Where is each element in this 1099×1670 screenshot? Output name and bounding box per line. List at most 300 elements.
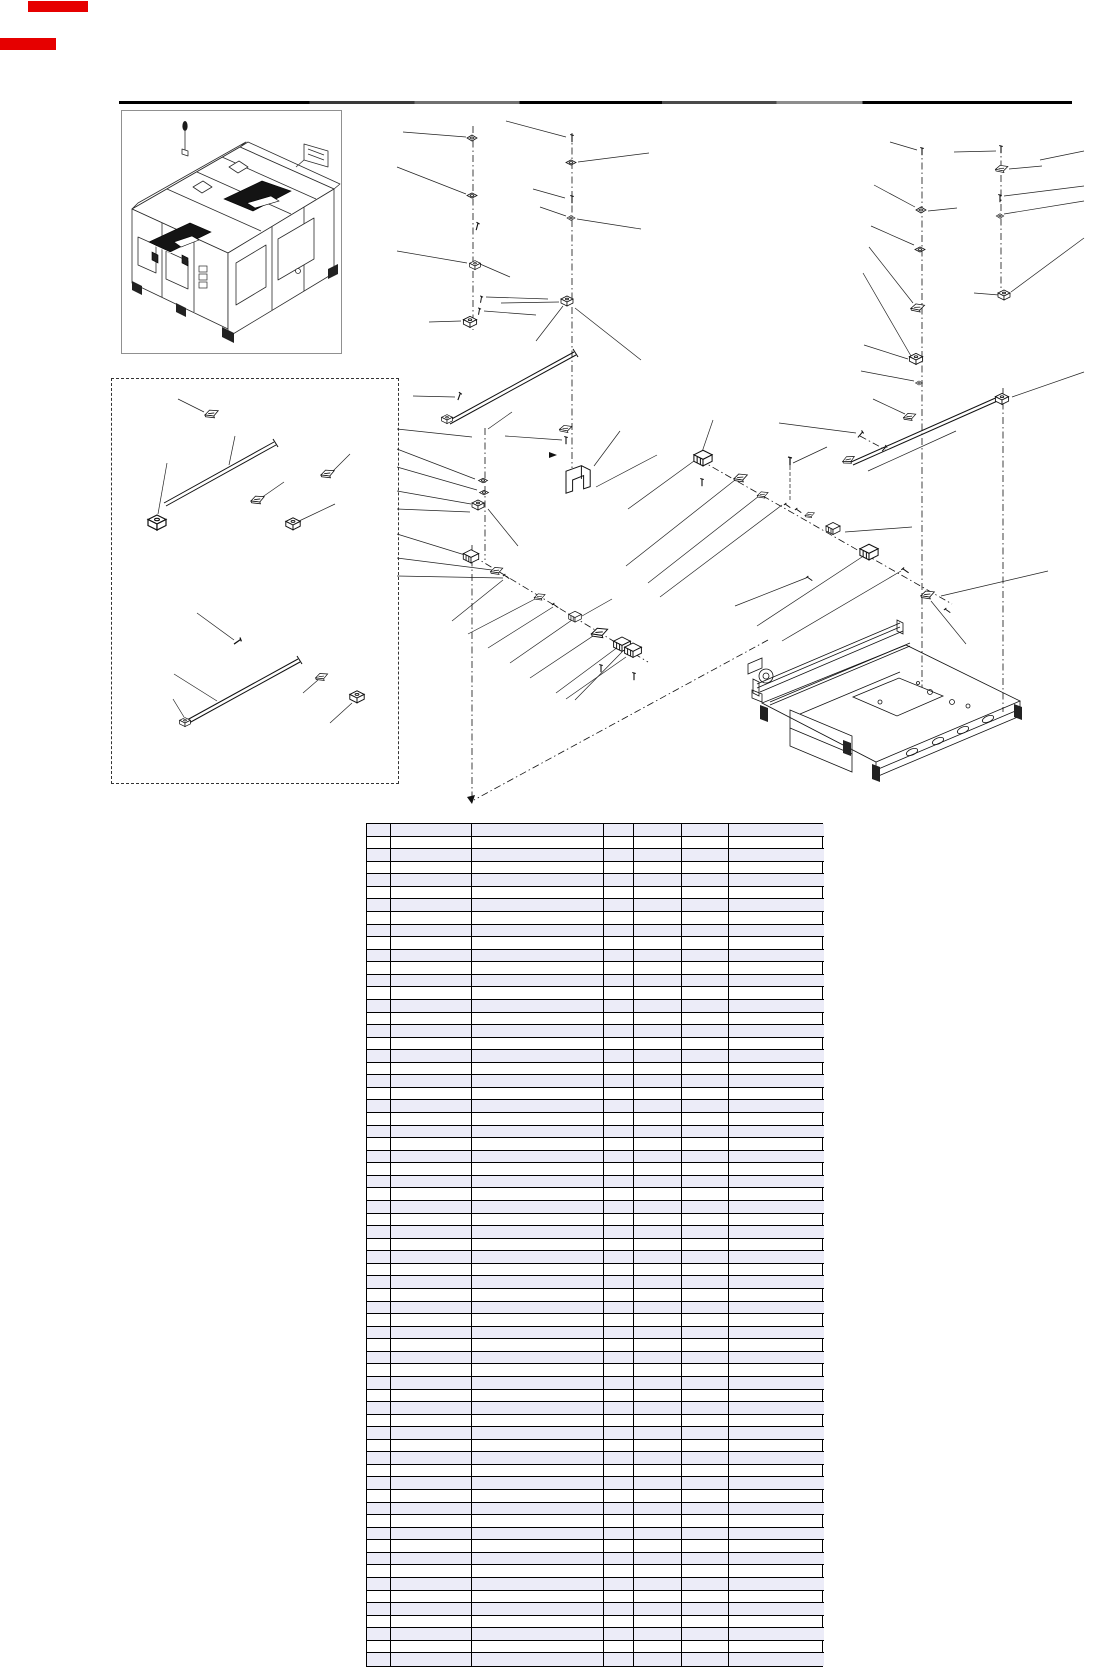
table-cell (729, 1226, 824, 1239)
table-cell (472, 1100, 604, 1113)
table-cell (604, 1000, 634, 1013)
table-cell (472, 1251, 604, 1264)
table-cell (604, 1603, 634, 1616)
table-cell (729, 1515, 824, 1528)
table-cell (367, 1528, 391, 1541)
table-cell (729, 1314, 824, 1327)
table-cell (634, 1302, 682, 1315)
table-cell (682, 1013, 729, 1026)
table-cell (604, 862, 634, 875)
table-cell (391, 1628, 472, 1641)
table-cell (604, 987, 634, 1000)
table-cell (729, 1490, 824, 1503)
table-cell (634, 1063, 682, 1076)
table-cell (682, 887, 729, 900)
table-cell (367, 912, 391, 925)
table-cell (367, 987, 391, 1000)
table-cell (472, 1226, 604, 1239)
table-cell (367, 887, 391, 900)
table-cell (604, 1050, 634, 1063)
table-cell (391, 1364, 472, 1377)
table-cell (634, 1565, 682, 1578)
table-cell (367, 1616, 391, 1629)
table-cell (682, 950, 729, 963)
table-cell (391, 1025, 472, 1038)
table-cell (729, 1025, 824, 1038)
table-cell (472, 1126, 604, 1139)
table-cell (729, 849, 824, 862)
table-cell (604, 1578, 634, 1591)
table-cell (391, 1565, 472, 1578)
table-cell (604, 1151, 634, 1164)
table-cell (729, 1641, 824, 1654)
table-cell (634, 849, 682, 862)
table-cell (634, 950, 682, 963)
table-cell (391, 1339, 472, 1352)
table-cell (391, 1553, 472, 1566)
table-cell (729, 1188, 824, 1201)
table-cell (729, 1653, 824, 1666)
table-cell (391, 1138, 472, 1151)
table-cell (682, 1591, 729, 1604)
table-cell (367, 1490, 391, 1503)
table-cell (682, 1289, 729, 1302)
table-cell (729, 874, 824, 887)
table-cell (634, 862, 682, 875)
table-cell (682, 1390, 729, 1403)
table-cell (682, 1465, 729, 1478)
table-cell (682, 1226, 729, 1239)
table-cell (604, 1075, 634, 1088)
table-cell (729, 1214, 824, 1227)
table-cell (391, 1616, 472, 1629)
table-cell (367, 1377, 391, 1390)
table-cell (391, 1075, 472, 1088)
table-cell (472, 1214, 604, 1227)
table-cell (634, 1276, 682, 1289)
table-cell (472, 1151, 604, 1164)
table-cell (604, 1339, 634, 1352)
table-cell (682, 1138, 729, 1151)
table-cell (367, 1088, 391, 1101)
table-cell (391, 1188, 472, 1201)
table-cell (729, 937, 824, 950)
table-cell (391, 1126, 472, 1139)
table-cell (682, 1415, 729, 1428)
table-cell (472, 1390, 604, 1403)
table-cell (367, 950, 391, 963)
table-cell (391, 1100, 472, 1113)
table-cell (682, 1364, 729, 1377)
table-cell (472, 1013, 604, 1026)
table-cell (729, 1415, 824, 1428)
table-cell (729, 1113, 824, 1126)
redaction-bar-top (28, 1, 88, 12)
table-cell (391, 1352, 472, 1365)
table-cell (604, 837, 634, 850)
table-cell (682, 1063, 729, 1076)
table-cell (472, 1628, 604, 1641)
table-cell (634, 1050, 682, 1063)
table-cell (682, 1339, 729, 1352)
table-cell (391, 1653, 472, 1666)
table-cell (604, 1641, 634, 1654)
table-cell (367, 1151, 391, 1164)
table-cell (604, 1289, 634, 1302)
table-cell (682, 1276, 729, 1289)
table-cell (391, 837, 472, 850)
machine-overview-figure (122, 111, 341, 353)
table-cell (604, 1302, 634, 1315)
table-header-cell (634, 824, 682, 837)
table-cell (729, 1528, 824, 1541)
table-cell (729, 1578, 824, 1591)
table-cell (729, 1176, 824, 1189)
table-cell (367, 1591, 391, 1604)
table-cell (391, 987, 472, 1000)
table-cell (604, 1490, 634, 1503)
table-cell (634, 1390, 682, 1403)
table-cell (682, 899, 729, 912)
table-cell (472, 1616, 604, 1629)
table-cell (472, 1289, 604, 1302)
table-cell (472, 1050, 604, 1063)
table-cell (367, 1427, 391, 1440)
conveyor-base (748, 620, 1020, 777)
table-cell (367, 1113, 391, 1126)
table-cell (391, 1415, 472, 1428)
table-cell (472, 1578, 604, 1591)
table-cell (472, 1088, 604, 1101)
table-cell (634, 1377, 682, 1390)
table-cell (604, 925, 634, 938)
table-cell (634, 1226, 682, 1239)
table-cell (604, 1038, 634, 1051)
table-cell (472, 1515, 604, 1528)
table-cell (367, 1075, 391, 1088)
table-cell (472, 1327, 604, 1340)
table-cell (472, 1302, 604, 1315)
table-cell (634, 1515, 682, 1528)
table-cell (729, 962, 824, 975)
table-cell (391, 887, 472, 900)
table-cell (391, 962, 472, 975)
table-cell (604, 1226, 634, 1239)
parts-table (366, 823, 823, 1667)
table-cell (682, 1151, 729, 1164)
table-cell (472, 1641, 604, 1654)
table-cell (367, 1251, 391, 1264)
table-cell (604, 1025, 634, 1038)
table-cell (634, 1100, 682, 1113)
table-cell (604, 899, 634, 912)
table-cell (367, 1226, 391, 1239)
table-cell (391, 1038, 472, 1051)
table-cell (391, 1113, 472, 1126)
table-cell (391, 1465, 472, 1478)
table-cell (367, 1352, 391, 1365)
table-cell (729, 950, 824, 963)
table-cell (604, 1390, 634, 1403)
table-cell (634, 1578, 682, 1591)
table-cell (367, 1302, 391, 1315)
table-cell (391, 1264, 472, 1277)
table-header-cell (682, 824, 729, 837)
table-cell (367, 1100, 391, 1113)
table-cell (634, 1314, 682, 1327)
table-cell (367, 1578, 391, 1591)
redaction-bar-second (0, 38, 56, 50)
table-cell (472, 1603, 604, 1616)
table-cell (729, 1628, 824, 1641)
detail-reference-arrow (467, 795, 475, 804)
table-cell (634, 1591, 682, 1604)
table-cell (391, 950, 472, 963)
table-cell (729, 1302, 824, 1315)
table-cell (729, 1013, 824, 1026)
table-cell (682, 874, 729, 887)
table-cell (634, 1126, 682, 1139)
table-cell (682, 1100, 729, 1113)
detail-parts-box (111, 378, 399, 784)
table-cell (391, 1176, 472, 1189)
table-cell (472, 1075, 604, 1088)
table-cell (729, 1402, 824, 1415)
table-cell (391, 1591, 472, 1604)
table-cell (682, 1088, 729, 1101)
table-cell (391, 1289, 472, 1302)
table-cell (472, 1264, 604, 1277)
table-cell (682, 1327, 729, 1340)
table-cell (682, 837, 729, 850)
table-cell (604, 1452, 634, 1465)
table-cell (604, 912, 634, 925)
table-cell (634, 1427, 682, 1440)
table-cell (634, 1239, 682, 1252)
table-cell (729, 1565, 824, 1578)
table-cell (367, 925, 391, 938)
table-cell (472, 837, 604, 850)
table-cell (634, 1138, 682, 1151)
table-cell (729, 1616, 824, 1629)
table-cell (472, 937, 604, 950)
table-cell (604, 1201, 634, 1214)
table-cell (682, 1251, 729, 1264)
table-cell (604, 1327, 634, 1340)
table-cell (472, 1415, 604, 1428)
table-cell (682, 1540, 729, 1553)
table-cell (367, 1364, 391, 1377)
table-cell (729, 1063, 824, 1076)
table-cell (634, 1528, 682, 1541)
table-cell (682, 1402, 729, 1415)
table-cell (634, 1075, 682, 1088)
table-cell (729, 1264, 824, 1277)
table-cell (682, 1565, 729, 1578)
table-cell (634, 937, 682, 950)
table-cell (367, 1013, 391, 1026)
table-cell (729, 1591, 824, 1604)
table-cell (604, 1163, 634, 1176)
table-cell (604, 1088, 634, 1101)
table-cell (634, 1327, 682, 1340)
table-cell (391, 1163, 472, 1176)
table-cell (367, 1540, 391, 1553)
table-header-cell (367, 824, 391, 837)
table-cell (391, 1427, 472, 1440)
machine-overview-box (121, 110, 342, 354)
table-cell (729, 1163, 824, 1176)
table-cell (729, 1390, 824, 1403)
table-cell (634, 1214, 682, 1227)
table-cell (367, 1188, 391, 1201)
table-cell (604, 1540, 634, 1553)
table-cell (682, 1427, 729, 1440)
table-cell (682, 1264, 729, 1277)
table-cell (472, 1314, 604, 1327)
table-cell (682, 925, 729, 938)
table-cell (391, 925, 472, 938)
table-cell (682, 849, 729, 862)
table-cell (604, 1100, 634, 1113)
table-cell (634, 1628, 682, 1641)
table-cell (682, 1025, 729, 1038)
table-cell (367, 1138, 391, 1151)
table-cell (391, 1477, 472, 1490)
table-cell (391, 874, 472, 887)
table-cell (682, 975, 729, 988)
table-cell (367, 1452, 391, 1465)
table-cell (729, 1553, 824, 1566)
table-cell (682, 1188, 729, 1201)
table-cell (472, 1176, 604, 1189)
table-cell (634, 987, 682, 1000)
table-cell (634, 975, 682, 988)
table-cell (604, 1553, 634, 1566)
table-cell (472, 1138, 604, 1151)
table-cell (472, 1038, 604, 1051)
table-cell (391, 1000, 472, 1013)
table-cell (367, 1327, 391, 1340)
table-cell (682, 1653, 729, 1666)
table-cell (367, 962, 391, 975)
table-cell (729, 1126, 824, 1139)
table-cell (472, 925, 604, 938)
table-cell (391, 1503, 472, 1516)
table-cell (367, 1239, 391, 1252)
table-cell (367, 1038, 391, 1051)
table-header-cell (472, 824, 604, 837)
table-cell (367, 899, 391, 912)
table-cell (682, 1490, 729, 1503)
table-cell (604, 975, 634, 988)
table-cell (634, 1653, 682, 1666)
table-cell (472, 1364, 604, 1377)
table-cell (472, 1490, 604, 1503)
table-cell (682, 912, 729, 925)
table-cell (682, 1214, 729, 1227)
table-cell (634, 925, 682, 938)
table-cell (391, 1201, 472, 1214)
table-cell (729, 1239, 824, 1252)
table-cell (367, 1264, 391, 1277)
table-cell (634, 1490, 682, 1503)
table-cell (391, 849, 472, 862)
table-cell (729, 1038, 824, 1051)
table-cell (634, 1188, 682, 1201)
table-cell (391, 1578, 472, 1591)
table-cell (682, 962, 729, 975)
table-cell (682, 1452, 729, 1465)
table-cell (391, 1302, 472, 1315)
table-cell (682, 1126, 729, 1139)
table-cell (472, 1503, 604, 1516)
table-cell (472, 1565, 604, 1578)
table-cell (367, 975, 391, 988)
table-cell (729, 1377, 824, 1390)
table-cell (634, 1339, 682, 1352)
table-cell (472, 1540, 604, 1553)
table-cell (391, 1013, 472, 1026)
table-cell (729, 837, 824, 850)
table-cell (604, 849, 634, 862)
table-cell (367, 1503, 391, 1516)
table-cell (391, 1515, 472, 1528)
table-cell (682, 1314, 729, 1327)
table-cell (391, 1528, 472, 1541)
table-cell (472, 1452, 604, 1465)
table-cell (604, 874, 634, 887)
table-cell (472, 912, 604, 925)
table-cell (472, 1113, 604, 1126)
table-cell (729, 899, 824, 912)
table-cell (729, 1452, 824, 1465)
table-cell (604, 1314, 634, 1327)
table-cell (472, 1377, 604, 1390)
table-cell (472, 1276, 604, 1289)
table-cell (472, 1188, 604, 1201)
table-cell (472, 1553, 604, 1566)
table-cell (682, 1302, 729, 1315)
table-cell (729, 1050, 824, 1063)
table-cell (367, 849, 391, 862)
table-cell (367, 937, 391, 950)
table-cell (604, 1126, 634, 1139)
table-cell (604, 1402, 634, 1415)
table-cell (604, 1415, 634, 1428)
table-cell (634, 1264, 682, 1277)
table-cell (367, 1565, 391, 1578)
table-cell (604, 1176, 634, 1189)
table-cell (472, 1339, 604, 1352)
table-cell (367, 1477, 391, 1490)
table-cell (391, 1251, 472, 1264)
table-cell (472, 849, 604, 862)
table-cell (634, 1176, 682, 1189)
table-cell (634, 1000, 682, 1013)
table-cell (634, 1641, 682, 1654)
table-cell (391, 1050, 472, 1063)
table-cell (634, 1013, 682, 1026)
table-cell (367, 1515, 391, 1528)
table-cell (472, 1000, 604, 1013)
table-cell (729, 1151, 824, 1164)
table-cell (634, 1364, 682, 1377)
table-cell (634, 962, 682, 975)
table-cell (604, 1251, 634, 1264)
table-cell (634, 1503, 682, 1516)
table-cell (682, 1075, 729, 1088)
